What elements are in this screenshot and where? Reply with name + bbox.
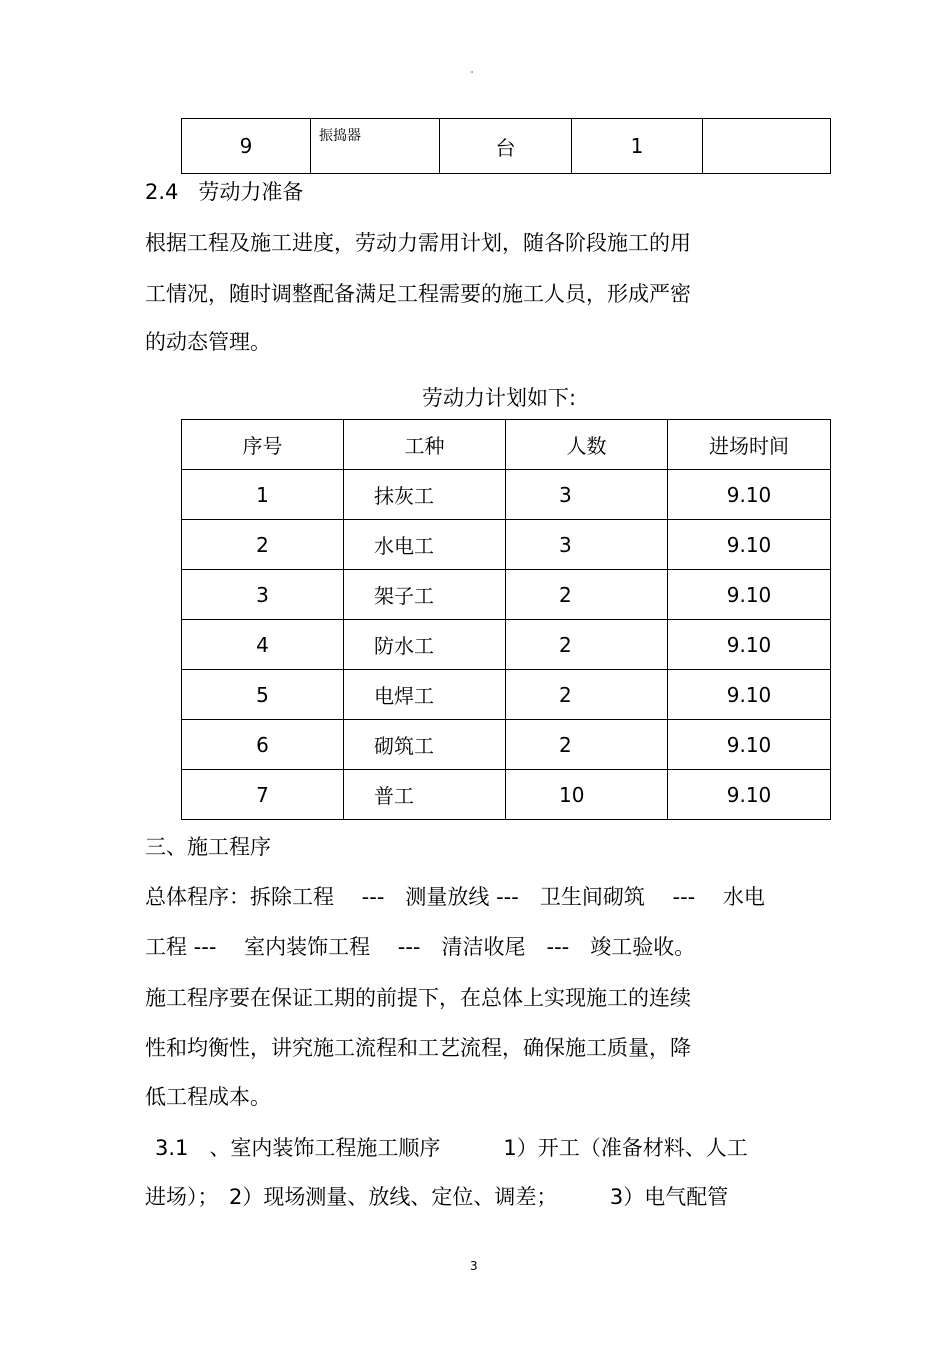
equipment-remark [703,119,831,174]
cell-trade: 水电工 [344,520,506,570]
equipment-name: 振捣器 [311,119,440,174]
subsection-3-1-line: 3.1 、室内装饰工程施工顺序 1）开工（准备材料、人工 [155,1136,748,1160]
overall-procedure-line: 工程 --- 室内装饰工程 --- 清洁收尾 --- 竣工验收。 [145,935,696,959]
paragraph-line: 施工程序要在保证工期的前提下，在总体上实现施工的连续 [145,986,691,1010]
cell-trade: 防水工 [344,620,506,670]
table-row [182,119,831,174]
paragraph-line: 根据工程及施工进度，劳动力需用计划，随各阶段施工的用 [145,231,691,255]
cell-no: 2 [182,520,344,570]
cell-no: 3 [182,570,344,620]
cell-date: 9.10 [668,720,831,770]
equipment-qty: 1 [572,119,703,174]
cell-no: 6 [182,720,344,770]
cell-trade: 架子工 [344,570,506,620]
table-caption: 劳动力计划如下: [422,386,577,410]
cell-count: 2 [506,570,668,620]
section-3-heading: 三、施工程序 [145,835,271,859]
cell-date: 9.10 [668,620,831,670]
cell-trade: 普工 [344,770,506,820]
cell-trade: 砌筑工 [344,720,506,770]
table-row [182,570,831,620]
table-header-row [182,420,831,470]
cell-count: 2 [506,620,668,670]
cell-date: 9.10 [668,470,831,520]
paragraph-line: 低工程成本。 [145,1085,271,1109]
cell-count: 2 [506,670,668,720]
cell-no: 7 [182,770,344,820]
labor-table [181,419,831,820]
overall-procedure-line: 总体程序：拆除工程 --- 测量放线 --- 卫生间砌筑 --- 水电 [145,885,765,909]
equipment-unit: 台 [440,119,572,174]
page-number: 3 [470,1259,478,1273]
section-2-4-heading [145,182,303,203]
heading-number: 2.4 [145,180,179,204]
cell-no: 5 [182,670,344,720]
subsection-3-1-line: 进场）； 2）现场测量、放线、定位、调差； 3）电气配管 [145,1185,729,1209]
table-row [182,620,831,670]
cell-date: 9.10 [668,520,831,570]
table-row [182,720,831,770]
equipment-no: 9 [182,119,311,174]
table-row [182,670,831,720]
cell-count: 3 [506,470,668,520]
table-row [182,770,831,820]
cell-date: 9.10 [668,670,831,720]
heading-text: 劳动力准备 [198,180,304,204]
table-row [182,520,831,570]
paragraph-line: 工情况，随时调整配备满足工程需要的施工人员，形成严密 [145,282,691,306]
cell-date: 9.10 [668,570,831,620]
paragraph-line: 的动态管理。 [145,330,271,354]
cell-date: 9.10 [668,770,831,820]
equipment-table [181,118,831,174]
column-header: 进场时间 [668,420,831,470]
column-header: 工种 [344,420,506,470]
column-header: 人数 [506,420,668,470]
cell-count: 10 [506,770,668,820]
cell-no: 1 [182,470,344,520]
cell-trade: 抹灰工 [344,470,506,520]
cell-no: 4 [182,620,344,670]
paragraph-line: 性和均衡性，讲究施工流程和工艺流程，确保施工质量，降 [145,1036,691,1060]
cell-count: 2 [506,720,668,770]
cell-trade: 电焊工 [344,670,506,720]
column-header: 序号 [182,420,344,470]
top-mark: " [470,70,474,79]
table-row [182,470,831,520]
cell-count: 3 [506,520,668,570]
